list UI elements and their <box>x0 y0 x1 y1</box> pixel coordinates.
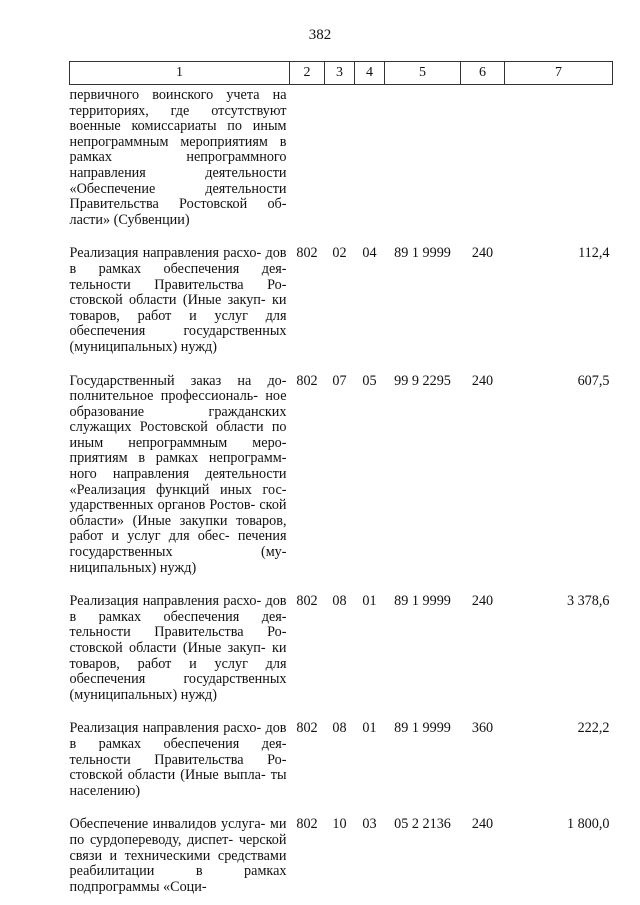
table-row <box>70 374 613 595</box>
description-line: военные комиссариаты по иным <box>69 118 287 135</box>
description-line: ми по сурдопереводу, диспет- <box>69 816 287 848</box>
column-header-1: 1 <box>70 62 290 85</box>
description-line: обеспечения государственных <box>69 323 287 340</box>
description-line: товаров, работ и услуг для обес- <box>69 512 287 545</box>
cell-c3 <box>325 85 355 247</box>
description-line: в рамках непрограммного <box>69 133 287 166</box>
description-line: направления деятельности <box>69 164 287 181</box>
description-line: служащих Ростовской области <box>69 419 264 436</box>
cell-c5: 89 1 9999 <box>394 245 451 262</box>
cell-c3: 07 <box>332 372 347 389</box>
row-description <box>70 374 290 595</box>
description-line: стовской области (Иные закуп- <box>69 640 266 656</box>
cell-c5: 89 1 9999 <box>394 593 451 610</box>
description-line: обеспечения государственных <box>69 671 287 688</box>
column-header-6: 6 <box>461 62 505 85</box>
description-line: по иным непрограммным меро- <box>69 419 287 451</box>
cell-c7: 607,5 <box>577 372 610 389</box>
description-line: ки товаров, работ и услуг для <box>69 292 287 324</box>
description-line: стовской области (Иные выпла- <box>69 767 266 784</box>
cell-c3: 08 <box>332 593 347 610</box>
cell-c6: 360 <box>471 720 494 737</box>
description-line: Государственный заказ на до- <box>69 372 287 389</box>
budget-table <box>69 61 613 895</box>
cell-c3: 08 <box>332 720 347 737</box>
description-line: Правительства Ростовской об- <box>69 196 287 213</box>
cell-c2: 802 <box>296 372 318 389</box>
description-line: Реализация направления расхо- <box>69 593 262 610</box>
description-line: дов в рамках обеспечения дея- <box>69 720 287 752</box>
cell-c4 <box>355 85 385 247</box>
cell-c5 <box>385 85 461 247</box>
description-line: тельности Правительства Ро- <box>69 276 287 293</box>
cell-c6: 240 <box>471 372 494 389</box>
description-line: ударственных органов Ростов- <box>69 497 256 514</box>
row-description <box>70 817 290 895</box>
description-line: приятиям в рамках непрограмм- <box>69 450 287 467</box>
row-description <box>70 721 290 817</box>
description-line: первичного воинского учета на <box>69 87 287 103</box>
table-row <box>70 85 613 247</box>
description-line: Обеспечение инвалидов услуга- <box>69 816 266 833</box>
description-line: «Реализация функций иных гос- <box>69 481 287 498</box>
description-line: ласти» (Субвенции) <box>69 211 190 228</box>
cell-c7: 3 378,6 <box>566 593 610 610</box>
cell-c7: 112,4 <box>578 245 610 262</box>
cell-c2: 802 <box>296 720 318 737</box>
cell-c4: 01 <box>362 593 377 610</box>
cell-c2: 802 <box>296 816 318 833</box>
row-description <box>70 246 290 373</box>
cell-c2: 802 <box>296 593 318 610</box>
description-line: (муниципальных) нужд) <box>69 338 217 355</box>
description-line: ты населению) <box>69 767 287 799</box>
description-line: стовской области (Иные закуп- <box>69 292 266 309</box>
cell-c3: 02 <box>332 245 347 262</box>
cell-c6: 240 <box>471 816 494 833</box>
description-line: Реализация направления расхо- <box>69 720 262 737</box>
cell-c4: 03 <box>362 816 377 833</box>
description-line: (муниципальных) нужд) <box>69 686 217 703</box>
description-line: ской области» (Иные закупки <box>69 497 287 529</box>
cell-c4: 01 <box>362 720 377 737</box>
table-row <box>70 246 613 373</box>
cell-c6: 240 <box>471 593 494 610</box>
description-line: Реализация направления расхо- <box>69 245 262 262</box>
description-line: ниципальных) нужд) <box>69 559 197 576</box>
column-header-5: 5 <box>385 62 461 85</box>
description-line: средствами реабилитации в <box>69 847 287 880</box>
header-row <box>70 62 613 85</box>
cell-c2: 802 <box>296 245 318 262</box>
page-number: 382 <box>308 27 332 43</box>
cell-c6: 240 <box>471 245 494 262</box>
description-line: печения государственных (му- <box>69 528 287 561</box>
description-line: ное образование гражданских <box>69 388 287 420</box>
description-line: черской связи и техническими <box>69 831 287 864</box>
cell-c7: 222,2 <box>577 720 610 737</box>
row-description <box>70 85 290 247</box>
description-line: тельности Правительства Ро- <box>69 751 287 768</box>
description-line: территориях, где отсутствуют <box>69 102 287 119</box>
description-line: дов в рамках обеспечения дея- <box>69 245 287 277</box>
cell-c4: 04 <box>362 245 377 262</box>
cell-c7: 1 800,0 <box>566 816 610 833</box>
column-header-4: 4 <box>355 62 385 85</box>
cell-c3: 10 <box>332 816 347 833</box>
description-line: дов в рамках обеспечения дея- <box>69 593 287 625</box>
column-header-7: 7 <box>505 62 613 85</box>
cell-c2 <box>290 85 325 247</box>
column-header-2: 2 <box>290 62 325 85</box>
cell-c5: 99 9 2295 <box>394 372 451 389</box>
cell-c6 <box>461 85 505 247</box>
description-line: рамках подпрограммы «Соци- <box>69 863 287 895</box>
description-line: ного направления деятельности <box>69 466 287 483</box>
table-row <box>70 721 613 817</box>
table-row <box>70 817 613 895</box>
description-line: «Обеспечение деятельности <box>69 180 287 197</box>
column-header-3: 3 <box>325 62 355 85</box>
description-line: непрограммным мероприятиям <box>69 133 268 150</box>
row-description <box>70 594 290 721</box>
description-line: тельности Правительства Ро- <box>69 624 287 641</box>
cell-c5: 89 1 9999 <box>394 720 451 737</box>
table-row <box>70 594 613 721</box>
cell-c7 <box>505 85 613 247</box>
description-line: полнительное профессиональ- <box>69 388 258 405</box>
cell-c5: 05 2 2136 <box>394 816 451 833</box>
description-line: ки товаров, работ и услуг для <box>69 640 287 672</box>
cell-c4: 05 <box>362 372 377 389</box>
